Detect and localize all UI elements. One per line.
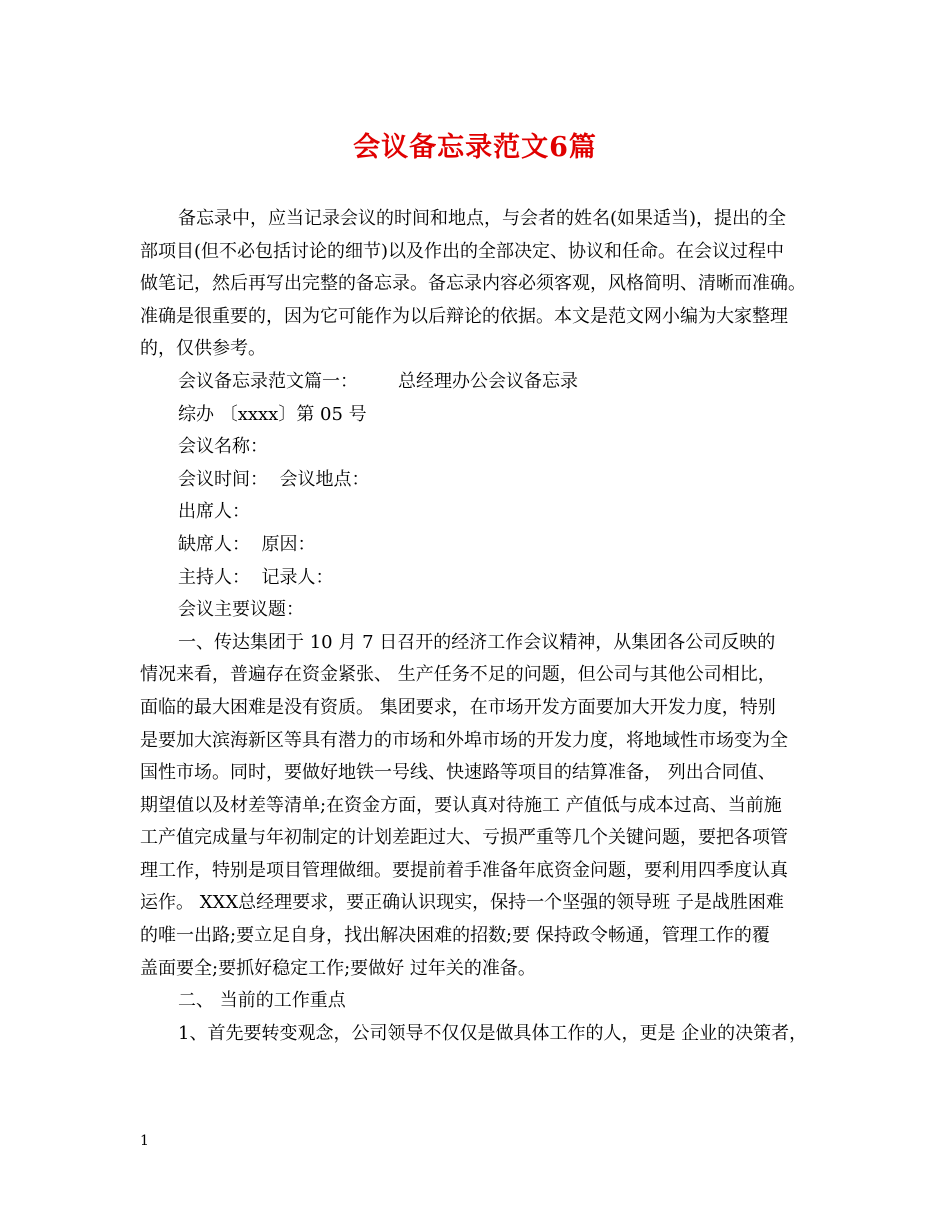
body-line: 盖面要全;要抓好稳定工作;要做好 过年关的准备。 bbox=[140, 957, 536, 979]
body-line: 准确是很重要的，因为它可能作为以后辩论的依据。本文是范文网小编为大家整理 bbox=[140, 305, 788, 327]
field-meeting-name: 会议名称： bbox=[178, 436, 268, 458]
field-host-recorder: 主持人： 记录人： bbox=[178, 566, 334, 588]
body-line: 工产值完成量与年初制定的计划差距过大、亏损严重等几个关键问题，要把各项管 bbox=[140, 827, 788, 849]
body-line: 的唯一出路;要立足自身，找出解决困难的招数;要 保持政令畅通，管理工作的覆 bbox=[140, 925, 770, 947]
document-body bbox=[140, 203, 812, 1050]
body-line: 运作。 XXX总经理要求，要正确认识现实，保持一个坚强的领导班 子是战胜困难 bbox=[140, 892, 784, 914]
body-line: 备忘录中，应当记录会议的时间和地点，与会者的姓名(如果适当)，提出的全 bbox=[178, 208, 787, 229]
body-line: 1、首先要转变观念，公司领导不仅仅是做具体工作的人，更是 企业的决策者， bbox=[178, 1022, 808, 1044]
section-heading: 二、 当前的工作重点 bbox=[178, 990, 346, 1012]
field-main-topics: 会议主要议题： bbox=[178, 599, 304, 621]
field-attendees: 出席人： bbox=[178, 501, 250, 523]
body-line: 面临的最大困难是没有资质。 集团要求，在市场开发方面要加大开发力度，特别 bbox=[140, 696, 776, 718]
body-line: 国性市场。同时，要做好地铁一号线、快速路等项目的结算准备， 列出合同值、 bbox=[140, 762, 776, 784]
field-absentees: 缺席人： 原因： bbox=[178, 533, 316, 555]
body-line: 部项目(但不必包括讨论的细节)以及作出的全部决定、协议和任命。在会议过程中 bbox=[140, 240, 785, 262]
body-line: 一、传达集团于 10 月 7 日召开的经济工作会议精神，从集团各公司反映的 bbox=[178, 631, 776, 653]
field-meeting-time-place: 会议时间： 会议地点： bbox=[178, 468, 370, 490]
section-heading: 会议备忘录范文篇一： 总经理办公会议备忘录 bbox=[178, 370, 579, 392]
document-number: 综办 〔xxxx〕第 05 号 bbox=[178, 403, 367, 425]
body-line: 理工作，特别是项目管理做细。要提前着手准备年底资金问题，要利用四季度认真 bbox=[140, 859, 788, 881]
page-number: 1 bbox=[140, 1133, 149, 1149]
body-line: 的，仅供参考。 bbox=[140, 338, 266, 360]
body-line: 期望值以及材差等清单;在资金方面，要认真对待施工 产值低与成本过高、当前施 bbox=[140, 794, 782, 816]
body-line: 是要加大滨海新区等具有潜力的市场和外埠市场的开发力度，将地域性市场变为全 bbox=[140, 729, 788, 751]
document-title: 会议备忘录范文6篇 bbox=[353, 132, 597, 163]
body-line: 做笔记，然后再写出完整的备忘录。备忘录内容必须客观，风格简明、清晰而准确。 bbox=[140, 273, 806, 295]
body-line: 情况来看，普遍存在资金紧张、 生产任务不足的问题，但公司与其他公司相比， bbox=[140, 664, 776, 686]
